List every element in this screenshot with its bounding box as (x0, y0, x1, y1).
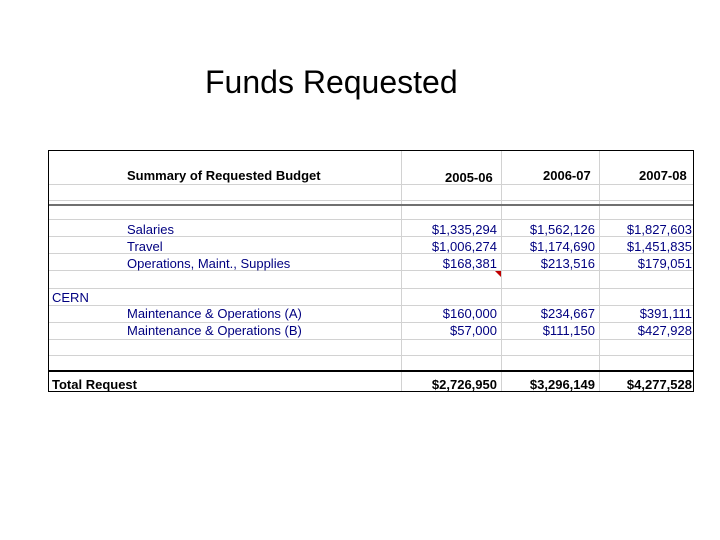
cell-value: $1,451,835 (626, 239, 692, 254)
header-rule (49, 204, 693, 206)
row-label-maintenance-a: Maintenance & Operations (A) (127, 306, 302, 321)
grid-line (49, 200, 693, 201)
row-label-maintenance-b: Maintenance & Operations (B) (127, 323, 302, 338)
cell-value: $1,174,690 (529, 239, 595, 254)
cell-value: $427,928 (637, 323, 692, 338)
row-label-operations: Operations, Maint., Supplies (127, 256, 291, 271)
total-value: $4,277,528 (626, 377, 692, 392)
grid-line (49, 184, 693, 185)
cell-value: $168,381 (442, 256, 497, 271)
total-value: $3,296,149 (529, 377, 595, 392)
total-rule (49, 370, 693, 372)
column-header-2007-08: 2007-08 (639, 168, 687, 183)
cell-value: $234,667 (540, 306, 595, 321)
cell-value: $1,562,126 (529, 222, 595, 237)
grid-line (49, 288, 693, 289)
budget-table (48, 150, 694, 392)
row-label-salaries: Salaries (127, 222, 174, 237)
row-label-travel: Travel (127, 239, 163, 254)
table-heading: Summary of Requested Budget (127, 168, 321, 183)
total-value: $2,726,950 (431, 377, 497, 392)
cell-value: $57,000 (450, 323, 497, 338)
section-label-cern: CERN (52, 290, 89, 305)
cell-value: $1,335,294 (431, 222, 497, 237)
total-label: Total Request (52, 377, 137, 392)
slide-title: Funds Requested (205, 64, 458, 100)
column-header-2005-06: 2005-06 (445, 170, 493, 185)
cell-value: $111,150 (542, 323, 595, 338)
column-header-2006-07: 2006-07 (543, 168, 591, 183)
cell-value: $213,516 (540, 256, 595, 271)
grid-line (49, 339, 693, 340)
comment-indicator-icon (495, 271, 501, 277)
cell-value: $391,111 (639, 306, 692, 321)
cell-value: $1,006,274 (431, 239, 497, 254)
cell-value: $1,827,603 (626, 222, 692, 237)
grid-line (49, 219, 693, 220)
cell-value: $160,000 (442, 306, 497, 321)
cell-value: $179,051 (637, 256, 692, 271)
grid-line (49, 355, 693, 356)
